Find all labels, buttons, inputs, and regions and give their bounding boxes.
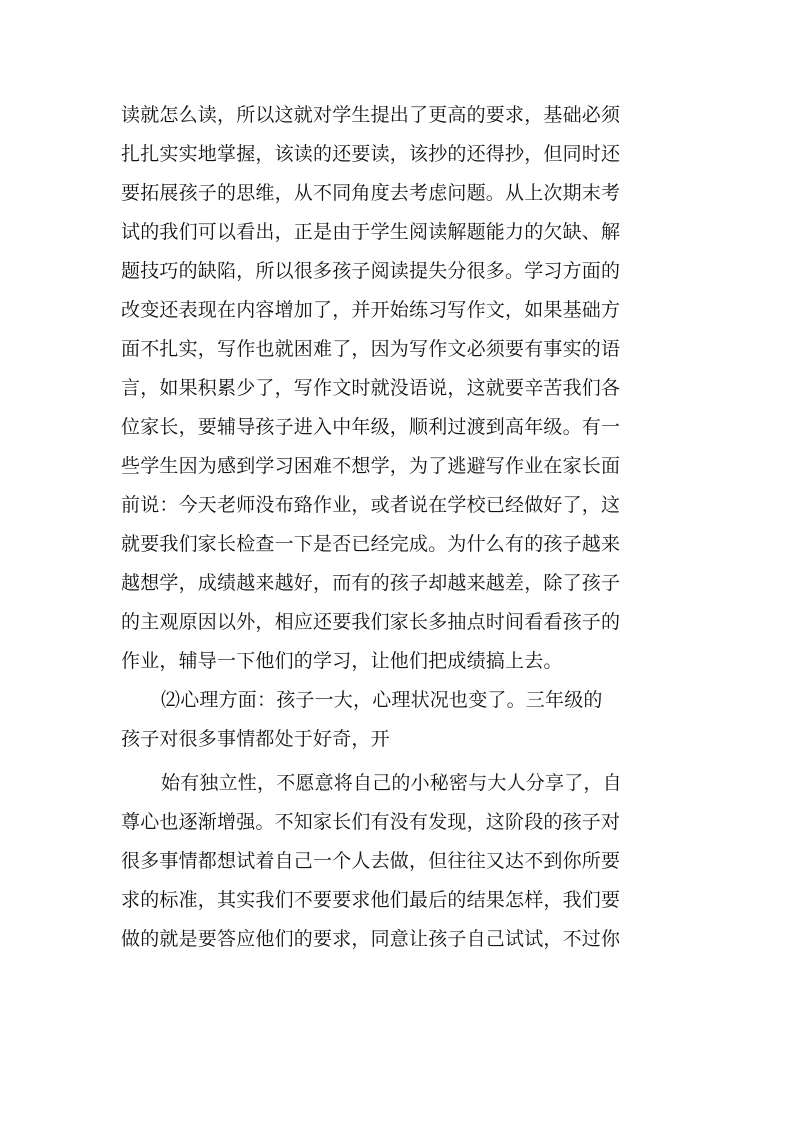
text-line: 位家长，要辅导孩子进入中年级，顺利过渡到高年级。有一	[121, 416, 621, 438]
text-line: 始有独立性，不愿意将自己的小秘密与大人分享了，自	[161, 772, 622, 794]
text-line: 言，如果积累少了，写作文时就没语说，这就要辛苦我们各	[121, 377, 621, 399]
text-line: 扎扎实实地掌握，该读的还要读，该抄的还得抄，但同时还	[121, 143, 621, 165]
text-line: 求的标准，其实我们不要要求他们最后的结果怎样，我们要	[121, 889, 621, 911]
text-line: 孩子对很多事情都处于好奇，开	[121, 728, 390, 750]
text-line: 的主观原因以外，相应还要我们家长多抽点时间看看孩子的	[121, 611, 621, 633]
text-line: 些学生因为感到学习困难不想学，为了逃避写作业在家长面	[121, 455, 621, 477]
text-line: 前说：今天老师没布臵作业，或者说在学校已经做好了，这	[121, 494, 621, 516]
text-line: 试的我们可以看出，正是由于学生阅读解题能力的欠缺、解	[121, 221, 621, 243]
text-line: 很多事情都想试着自己一个人去做，但往往又达不到你所要	[121, 850, 621, 872]
text-line: 题技巧的缺陷，所以很多孩子阅读提失分很多。学习方面的	[121, 260, 621, 282]
text-line: 读就怎么读，所以这就对学生提出了更高的要求，基础必须	[121, 104, 621, 126]
text-line: 就要我们家长检查一下是否已经完成。为什么有的孩子越来	[121, 533, 621, 555]
text-line: 做的就是要答应他们的要求，同意让孩子自己试试，不过你	[121, 928, 621, 950]
text-line: 越想学，成绩越来越好，而有的孩子却越来越差，除了孩子	[121, 572, 621, 594]
text-line: ⑵心理方面：孩子一大，心理状况也变了。三年级的	[161, 689, 603, 711]
text-line: 作业，辅导一下他们的学习，让他们把成绩搞上去。	[121, 650, 563, 672]
text-line: 面不扎实，写作也就困难了，因为写作文必须要有事实的语	[121, 338, 621, 360]
text-line: 改变还表现在内容增加了，并开始练习写作文，如果基础方	[121, 299, 621, 321]
text-line: 要拓展孩子的思维，从不同角度去考虑问题。从上次期末考	[121, 182, 621, 204]
text-line: 尊心也逐渐增强。不知家长们有没有发现，这阶段的孩子对	[121, 811, 621, 833]
